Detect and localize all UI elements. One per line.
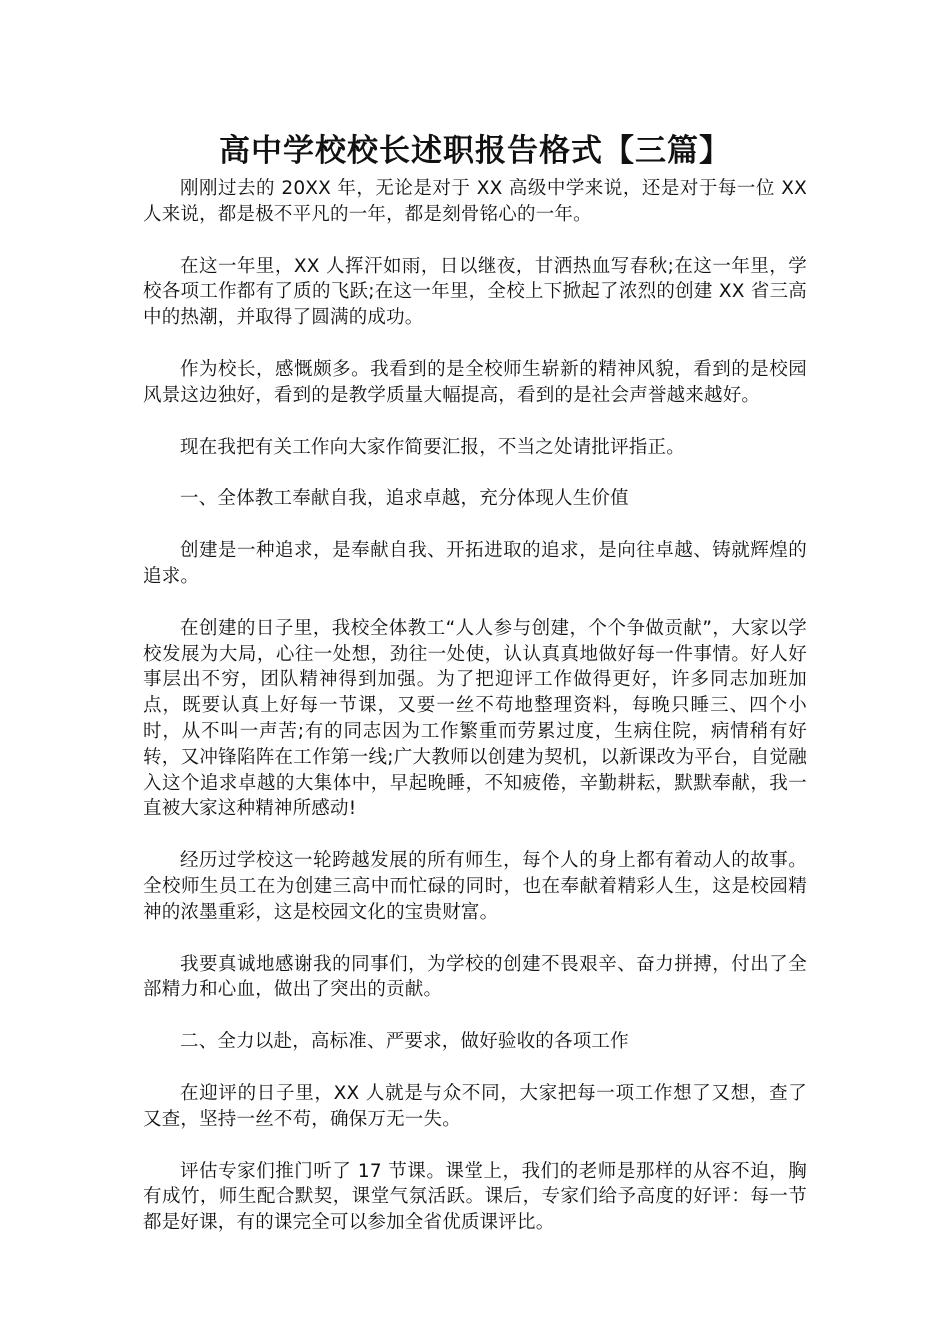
paragraph-stories: 经历过学校这一轮跨越发展的所有师生，每个人的身上都有着动人的故事。全校师生员工在为创建三高中而忙碌的同时，也在奉献着精彩人生，这是校园精神的浓墨重彩，这是校园文化的宝贵财富。 bbox=[143, 850, 807, 923]
paragraph-intro: 刚刚过去的 20XX 年，无论是对于 XX 高级中学来说，还是对于每一位 XX 人来说，都是极不平凡的一年，都是刻骨铭心的一年。 bbox=[143, 178, 807, 225]
document-body bbox=[143, 176, 807, 1262]
paragraph-principal-feelings: 作为校长，感慨颇多。我看到的是全校师生崭新的精神风貌，看到的是校园风景这边独好，看到的是教学质量大幅提高，看到的是社会声誉越来越好。 bbox=[143, 358, 807, 406]
paragraph-thanks: 我要真诚地感谢我的同事们，为学校的创建不畏艰辛、奋力拼搏，付出了全部精力和心血，做出了突出的贡献。 bbox=[143, 953, 807, 1001]
paragraph-evaluation-prep: 在迎评的日子里，XX 人就是与众不同，大家把每一项工作想了又想，查了又查，坚持一丝不苟，确保万无一失。 bbox=[143, 1082, 807, 1130]
section-heading-two: 二、全力以赴，高标准、严要求，做好验收的各项工作 bbox=[180, 1031, 629, 1053]
section-heading-one: 一、全体教工奉献自我，追求卓越，充分体现人生价值 bbox=[180, 488, 629, 510]
document-title: 高中学校校长述职报告格式【三篇】 bbox=[219, 133, 731, 169]
paragraph-year-review: 在这一年里，XX 人挥汗如雨，日以继夜，甘洒热血写春秋;在这一年里，学校各项工作都有了质的飞跃;在这一年里，全校上下掀起了浓烈的创建 XX 省三高中的热潮，并取得了圆满的成功。 bbox=[143, 255, 807, 329]
paragraph-report-intro: 现在我把有关工作向大家作简要汇报，不当之处请批评指正。 bbox=[180, 436, 685, 458]
paragraph-expert-review: 评估专家们推门听了 17 节课。课堂上，我们的老师是那样的从容不迫，胸有成竹，师生配合默契，课堂气氛活跃。课后，专家们给予高度的好评：每一节都是好课，有的课完全可以参加全省优质课评比。 bbox=[143, 1160, 807, 1234]
paragraph-pursuit: 创建是一种追求，是奉献自我、开拓进取的追求，是向往卓越、铸就辉煌的追求。 bbox=[143, 540, 807, 587]
paragraph-staff-dedication: 在创建的日子里，我校全体教工“人人参与创建，个个争做贡献”，大家以学校发展为大局，心往一处想，劲往一处使，认认真真地做好每一件事情。好人好事层出不穷，团队精神得到加强。为了把迎评工作做得更好，许多同志加班加点，既要认真上好每一节课，又要一丝不苟地整理资料，每晚只睡三、四个小时，从不叫一声苦;有的同志因为工作繁重而劳累过度，生病住院，病情稍有好转，又冲锋陷阵在工作第一线;广大教师以创建为契机，以新课改为平台，自觉融入这个追求卓越的大集体中，早起晚睡，不知疲倦，辛勤耕耘，默默奉献，我一直被大家这种精神所感动! bbox=[143, 617, 807, 820]
